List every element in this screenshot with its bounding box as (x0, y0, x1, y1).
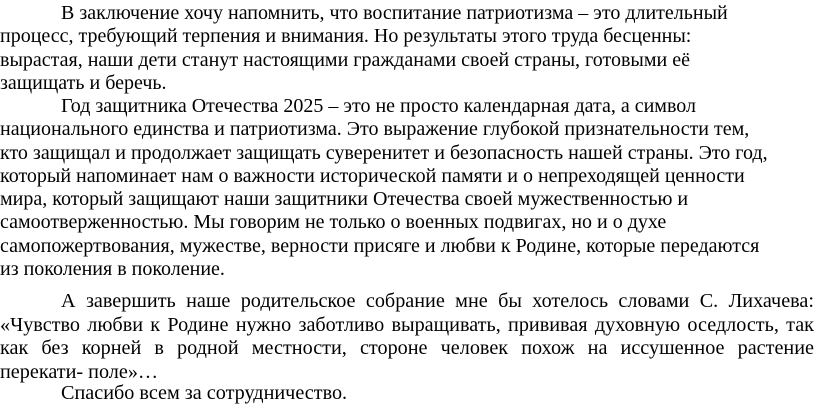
text-line: вырастая, наши дети станут настоящими гражданами своей страны, готовыми её (0, 48, 690, 71)
text-line: который напоминает нам о важности исторической памяти и о непреходящей ценности (0, 164, 745, 187)
text-line: мира, который защищают наши защитники Отечества своей мужественностью и (0, 188, 689, 211)
text-line: защищать и беречь. (0, 71, 167, 94)
text-line: как без корней в родной местности, стороне человек похож на иссушенное растение (0, 337, 814, 359)
text-line: В заключение хочу напомнить, что воспитание патриотизма – это длительный (61, 2, 728, 24)
text-line: А завершить наше родительское собрание мне бы хотелось словами С. Лихачева: (61, 290, 814, 312)
text-line: из поколения в поколение. (0, 258, 225, 281)
text-line: «Чувство любви к Родине нужно заботливо выращивать, прививая духовную оседлость, так (0, 313, 814, 336)
text-line: национального единства и патриотизма. Это выражение глубокой признательности тем, (0, 118, 750, 141)
paragraph-likhachev-quote (0, 290, 814, 384)
text-line: Год защитника Отечества 2025 – это не просто календарная дата, а символ (61, 95, 696, 117)
text-line: процесс, требующий терпения и внимания. Но результаты этого труда бесценны: (0, 25, 692, 48)
text-line: самопожертвования, мужестве, верности присяге и любви к Родине, которые передаются (0, 234, 760, 257)
paragraph-conclusion (0, 2, 728, 95)
text-line: перекати- поле»… (0, 360, 159, 383)
paragraph-thanks (0, 382, 347, 406)
text-line: самоотверженностью. Мы говорим не только о военных подвигах, но и о духе (0, 211, 667, 234)
text-line: Спасибо всем за сотрудничество. (61, 382, 348, 404)
text-line: кто защищал и продолжает защищать суверенитет и безопасность нашей страны. Это год, (0, 141, 768, 164)
paragraph-year-of-defender (0, 95, 768, 281)
